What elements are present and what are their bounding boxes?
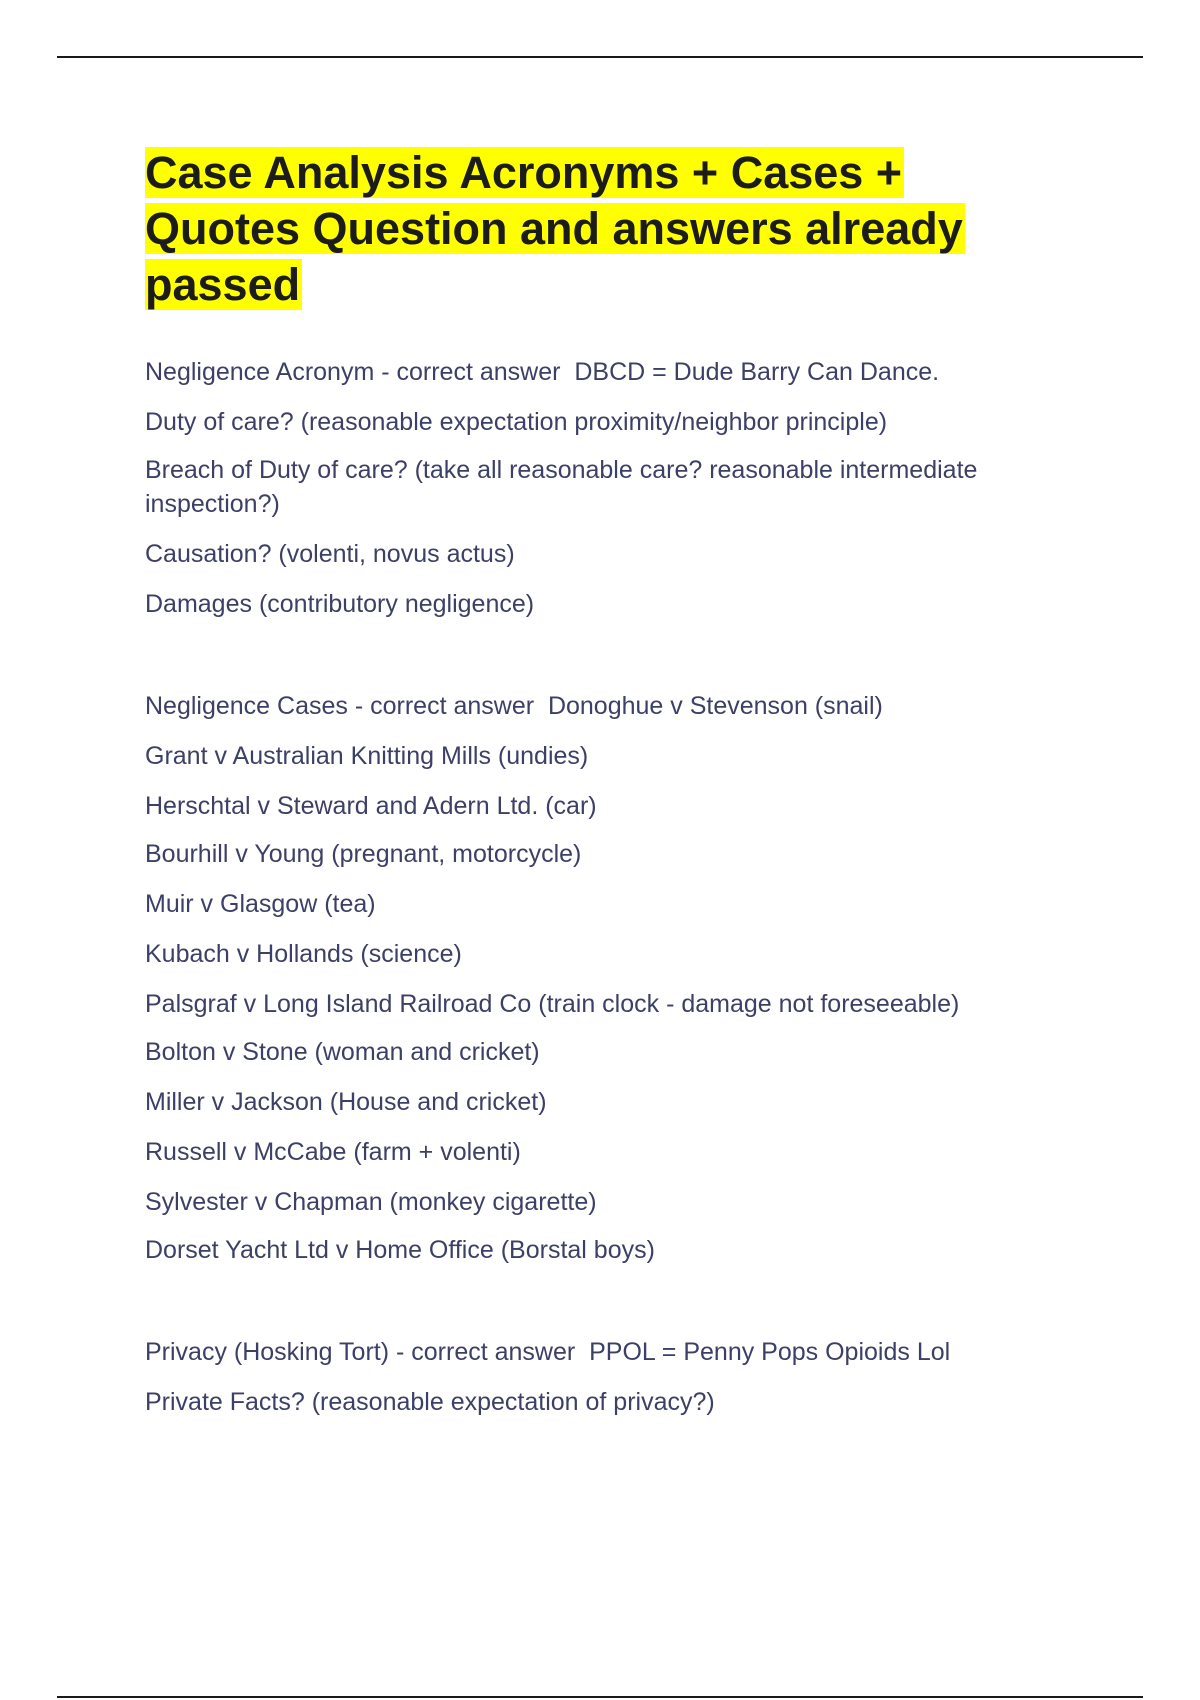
list-item: Bolton v Stone (woman and cricket)	[145, 1038, 540, 1066]
list-item: Negligence Cases - correct answer Donoghue v Stevenson (snail)	[145, 692, 883, 720]
list-item: Bourhill v Young (pregnant, motorcycle)	[145, 840, 582, 868]
list-item: Dorset Yacht Ltd v Home Office (Borstal boys)	[145, 1236, 655, 1264]
list-item: Breach of Duty of care? (take all reasonable care? reasonable intermediate inspection?)	[145, 456, 985, 518]
list-item: Private Facts? (reasonable expectation of privacy?)	[145, 1388, 715, 1416]
title-highlight: Case Analysis Acronyms + Cases + Quotes Question and answers already passed	[145, 147, 963, 310]
list-item: Privacy (Hosking Tort) - correct answer PPOL = Penny Pops Opioids Lol	[145, 1338, 951, 1366]
list-item: Kubach v Hollands (science)	[145, 940, 462, 968]
list-item: Sylvester v Chapman (monkey cigarette)	[145, 1188, 597, 1216]
top-rule	[57, 56, 1143, 58]
list-item: Muir v Glasgow (tea)	[145, 890, 376, 918]
list-item: Causation? (volenti, novus actus)	[145, 540, 515, 568]
list-item: Damages (contributory negligence)	[145, 590, 535, 618]
list-item: Duty of care? (reasonable expectation proximity/neighbor principle)	[145, 408, 888, 436]
list-item: Palsgraf v Long Island Railroad Co (train clock - damage not foreseeable)	[145, 990, 960, 1018]
list-item: Russell v McCabe (farm + volenti)	[145, 1138, 521, 1166]
section-negligence-acronym	[145, 355, 1065, 621]
list-item: Herschtal v Steward and Adern Ltd. (car)	[145, 792, 597, 820]
document-title	[145, 145, 1065, 313]
section-negligence-cases	[145, 689, 1065, 1267]
list-item: Grant v Australian Knitting Mills (undies)	[145, 742, 589, 770]
list-item: Miller v Jackson (House and cricket)	[145, 1088, 547, 1116]
bottom-rule	[57, 1696, 1143, 1698]
document-body	[145, 145, 1065, 1435]
list-item: Negligence Acronym - correct answer DBCD = Dude Barry Can Dance.	[145, 358, 940, 386]
section-privacy	[145, 1335, 1065, 1419]
